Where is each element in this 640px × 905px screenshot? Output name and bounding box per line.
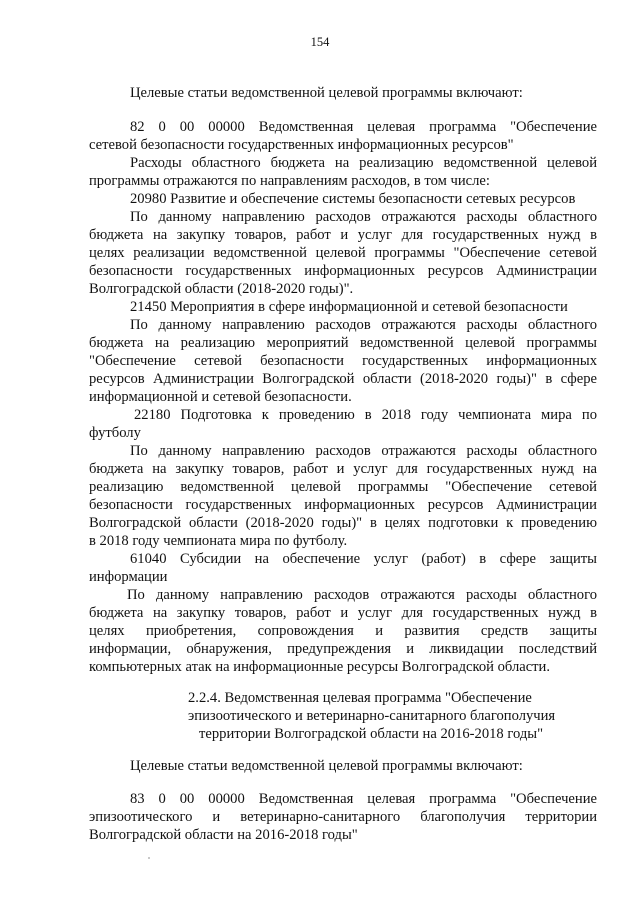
subsection-title: территории Волгоградской области на 2016-2018 годы"	[199, 726, 544, 742]
expense-direction-desc-line: По данному направлению расходов отражаются расходы областного	[130, 209, 597, 225]
expense-direction-heading: 20980 Развитие и обеспечение системы безопасности сетевых ресурсов	[130, 191, 576, 207]
expense-direction-desc-line: безопасности государственных информационных ресурсов Администрации	[89, 497, 597, 513]
program-title-line: сетевой безопасности государственных информационных ресурсов"	[89, 137, 514, 153]
budget-intro-line: Расходы областного бюджета на реализацию ведомственной целевой	[130, 155, 597, 171]
scan-speck	[148, 857, 150, 859]
expense-direction-desc-line: бюджета на реализацию мероприятий ведомственной целевой программы	[89, 335, 597, 351]
expense-direction-desc-line: бюджета на закупку товаров, работ и услуг для государственных нужд в	[89, 227, 597, 243]
expense-direction-heading: 22180 Подготовка к проведению в 2018 году чемпионата мира по	[134, 407, 597, 423]
subsection-title: эпизоотического и ветеринарно-санитарного благополучия	[188, 708, 556, 724]
page-number: 154	[310, 35, 330, 49]
expense-direction-desc-line: "Обеспечение сетевой безопасности государственных информационных	[89, 353, 597, 369]
budget-intro-line: программы отражаются по направлениям расходов, в том числе:	[89, 173, 490, 189]
program-code-line: 83 0 00 00000 Ведомственная целевая программа "Обеспечение	[130, 791, 597, 807]
section-intro: Целевые статьи ведомственной целевой программы включают:	[130, 85, 523, 101]
expense-direction-desc-line: бюджета на закупку товаров, работ и услуг для государственных нужд в	[89, 605, 597, 621]
program-code-line: 82 0 00 00000 Ведомственная целевая программа "Обеспечение	[130, 119, 597, 135]
expense-direction-desc-line: По данному направлению расходов отражаются расходы областного	[130, 443, 597, 459]
program-title-line: эпизоотического и ветеринарно-санитарного благополучия территории	[89, 809, 597, 825]
expense-direction-desc-line: реализацию ведомственной целевой программы "Обеспечение сетевой	[89, 479, 597, 495]
expense-direction-desc-line: информации, обнаружения, предупреждения и ликвидации последствий	[89, 641, 597, 657]
expense-direction-heading: 21450 Мероприятия в сфере информационной и сетевой безопасности	[130, 299, 568, 315]
subsection-title: 2.2.4. Ведомственная целевая программа "Обеспечение	[188, 690, 532, 706]
expense-direction-heading: футболу	[89, 425, 141, 441]
expense-direction-desc-line: целях реализации ведомственной целевой программы "Обеспечение сетевой	[89, 245, 597, 261]
expense-direction-desc-line: информационной и сетевой безопасности.	[89, 389, 352, 405]
expense-direction-desc-line: целях приобретения, сопровождения и развития средств защиты	[89, 623, 597, 639]
expense-direction-desc-line: По данному направлению расходов отражаются расходы областного	[127, 587, 597, 603]
expense-direction-desc-line: ресурсов Администрации Волгоградской области (2018-2020 годы)" в сфере	[89, 371, 597, 387]
expense-direction-desc-line: Волгоградской области (2018-2020 годы)".	[89, 281, 354, 297]
program-title-line: Волгоградской области на 2016-2018 годы"	[89, 827, 358, 843]
expense-direction-desc-line: бюджета на закупку товаров, работ и услуг для государственных нужд на	[89, 461, 597, 477]
expense-direction-heading: 61040 Субсидии на обеспечение услуг (работ) в сфере защиты	[130, 551, 597, 567]
section-intro: Целевые статьи ведомственной целевой программы включают:	[130, 758, 523, 774]
expense-direction-heading: информации	[89, 569, 168, 585]
expense-direction-desc-line: Волгоградской области (2018-2020 годы)" в целях подготовки к проведению	[89, 515, 597, 531]
expense-direction-desc-line: По данному направлению расходов отражаются расходы областного	[130, 317, 597, 333]
expense-direction-desc-line: в 2018 году чемпионата мира по футболу.	[89, 533, 348, 549]
expense-direction-desc-line: безопасности государственных информационных ресурсов Администрации	[89, 263, 597, 279]
expense-direction-desc-line: компьютерных атак на информационные ресурсы Волгоградской области.	[89, 659, 551, 675]
